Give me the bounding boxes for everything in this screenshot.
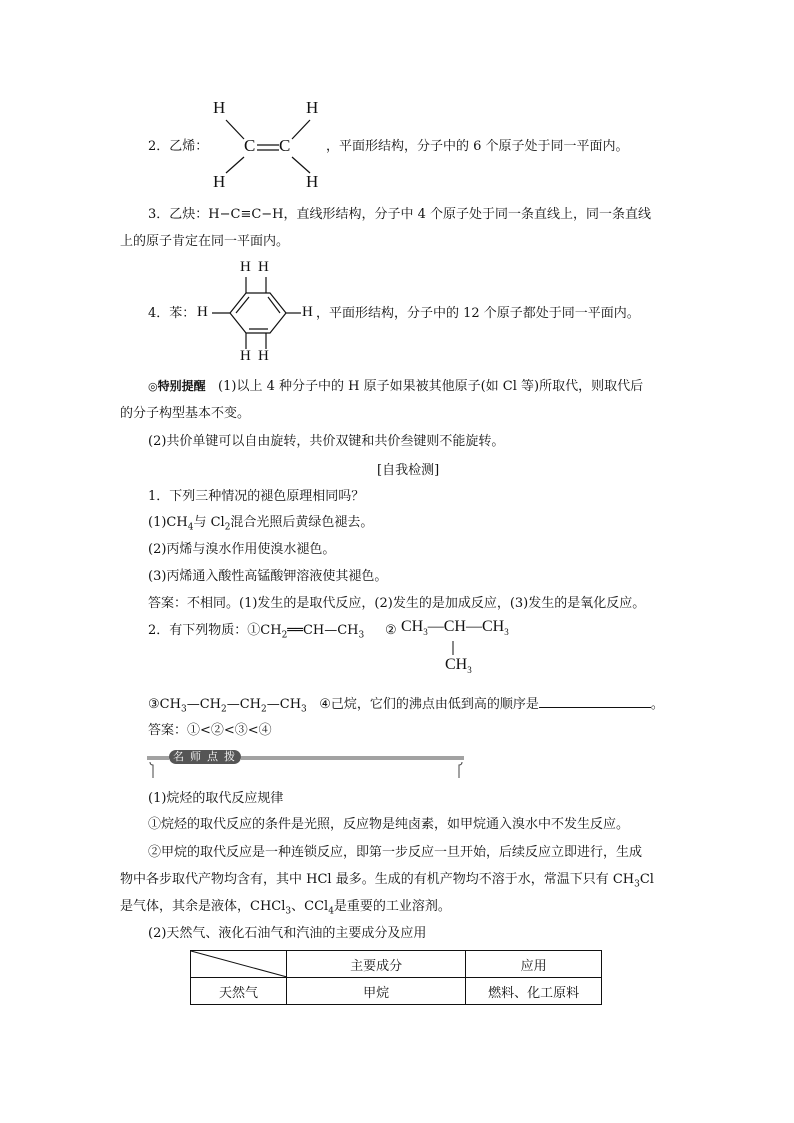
teacher-p1: ①烷烃的取代反应的条件是光照，反应物是纯卤素，如甲烷通入溴水中不发生反应。 [148,817,630,832]
teacher-p2-l3 [120,898,451,921]
sub: 3 [634,879,640,890]
q1-c: (3)丙烯通入酸性高锰酸钾溶液使其褪色。 [148,569,388,584]
item2-prefix: 2．乙烯： [148,139,209,154]
sub: 2 [224,522,231,533]
table-header-row [191,951,602,978]
teacher-badge: 名师点拨 [169,750,241,764]
atom-h: H [258,348,269,364]
q2-circle2: ② [385,623,397,638]
butane-m2: —CH [226,697,262,712]
q2-end: 。 [650,697,664,712]
q1-a-mid: 与 Cl [193,515,225,530]
p2-l2-post: Cl [639,872,654,887]
table-corner-cell [191,951,287,978]
table-header: 主要成分 [287,951,466,978]
sub: 3 [423,627,428,638]
answer1: 答案：不相同。(1)发生的是取代反应，(2)发生的是加成反应，(3)发生的是氧化反应。 [148,596,646,611]
diagonal-line [191,951,287,977]
q1: 1．下列三种情况的褪色原理相同吗？ [148,489,365,504]
atom-h: H [258,259,269,275]
sub: 2 [281,630,288,641]
tip-line2: 的分子构型基本不变。 [120,406,251,421]
tip-line3: (2)共价单键可以自由旋转，共价双键和共价叁键则不能旋转。 [148,434,505,449]
table-cell: 天然气 [191,978,287,1005]
tip-label: 特别提醒 [157,379,206,393]
atom-h: H [302,304,313,320]
gas-composition-table [190,950,602,1005]
atom-h: H [306,172,319,191]
answer2: 答案：①<②<③<④ [148,723,272,738]
teacher-p2-l1: ②甲烷的取代反应是一种连锁反应，即第一步反应一旦开始，后续反应立即进行，生成 [148,845,643,860]
item3-line2: 上的原子肯定在同一平面内。 [120,234,290,249]
atom-c: C [279,136,291,155]
sub: 3 [180,704,187,715]
teacher-p2-l2 [120,871,654,894]
p2-l3-mid: 、CCl [291,899,329,914]
sub: 2 [220,704,227,715]
item4-prefix: 4．苯： [148,306,196,321]
q2-post: ══CH—CH [287,623,359,638]
q2-question: ④己烷，它们的沸点由低到高的顺序是 [319,697,539,712]
sub: 3 [358,630,365,641]
tip-icon: ◎ [148,380,158,393]
butane-m1: —CH [186,697,221,712]
p2-l3-post: 是重要的工业溶剂。 [333,899,451,914]
q1-b: (2)丙烯与溴水作用使溴水褪色。 [148,542,336,557]
sub: 2 [261,704,267,715]
sub: 3 [285,906,292,917]
q1-a-pre: (1)CH [148,515,188,530]
atom-h: H [240,259,251,275]
p2-l2-pre: 物中各步取代产物均含有，其中 HCl 最多。生成的有机产物均不溶于水，常温下只有 CH [120,872,635,887]
atom-h: H [213,98,226,117]
item4-desc: ，平面形结构，分子中的 12 个原子都处于同一平面内。 [316,306,640,321]
sub: 4 [328,906,334,917]
ch3-left: CH [401,618,424,635]
sub: 4 [187,522,194,533]
sub: 3 [467,665,472,676]
sub: 3 [504,627,509,638]
q1-a-post: 混合光照后黄绿色褪去。 [230,515,374,530]
table-header: 应用 [466,951,602,978]
atom-h: H [306,98,319,117]
butane-pre: ③CH [148,697,181,712]
butane-m3: —CH [266,697,302,712]
self-check-heading: [自我检测] [377,463,440,478]
q2-pre: 2．有下列物质：①CH [148,623,282,638]
atom-h: H [240,348,251,364]
item2-desc: ，平面形结构，分子中的 6 个原子处于同一平面内。 [326,139,629,154]
teacher-h2: (2)天然气、液化石油气和汽油的主要成分及应用 [148,926,427,941]
table-cell: 燃料、化工原料 [466,978,602,1005]
p2-l3-pre: 是气体，其余是液体，CHCl [120,899,286,914]
tip-text: (1)以上 4 种分子中的 H 原子如果被其他原子(如 Cl 等)所取代，则取代后 [218,379,644,394]
atom-c: C [244,136,256,155]
sub: 3 [301,704,307,715]
table-row [191,978,602,1005]
atom-h: H [213,172,226,191]
atom-h: H [197,304,208,320]
table-cell: 甲烷 [287,978,466,1005]
ch-ch3: —CH—CH [427,618,505,635]
teacher-h1: (1)烷烃的取代反应规律 [148,791,284,806]
item3-line1: 3．乙炔：H−C≡C−H，直线形结构，分子中 4 个原子处于同一条直线上，同一条直线 [148,207,652,222]
ch3-down: CH [445,656,468,673]
